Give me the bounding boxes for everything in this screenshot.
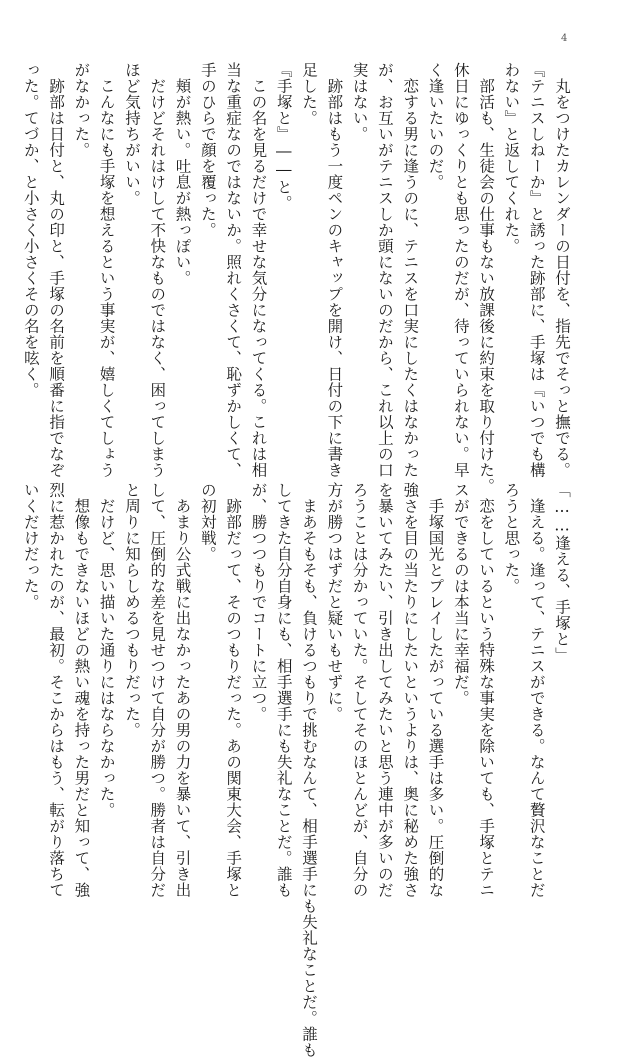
text-line: まあそもそも、負けるつもりで挑むなんて、相手選手にも失礼なことだ。誰も <box>300 482 319 1058</box>
text-line: いくだけだった。 <box>21 482 40 610</box>
text-line: 当な重症なのではないか。照れくさくて、恥ずかしくて、 <box>224 62 243 478</box>
text-line: してきた自分自身にも、相手選手にも失礼なことだ。誰も <box>274 482 293 898</box>
text-line: 跡部は日付と、丸の印と、手塚の名前を順番に指でなぞ <box>47 62 66 478</box>
text-line: ほど気持ちがいい。 <box>122 62 141 206</box>
text-line: 実はない。 <box>350 62 369 142</box>
text-line: がなかった。 <box>72 62 91 158</box>
text-line: く逢いたいのだ。 <box>426 62 445 190</box>
text-line: 部活も、生徒会の仕事もない放課後に約束を取り付けた。 <box>477 62 496 494</box>
text-line: だけどそれはけして不快なものではなく、困ってしまう <box>148 62 167 478</box>
text-line: の初対戦。 <box>198 482 217 562</box>
text-line: 『テニスしねーか』と誘った跡部に、手塚は『いつでも構 <box>527 62 546 478</box>
text-line: を暴いてみたい、引き出してみたいと思う連中が多いのだ <box>375 482 394 898</box>
text-line: 丸をつけたカレンダーの日付を、指先でそっと撫でる。 <box>553 62 571 478</box>
text-line: 方が勝つはずだと疑いもせずに。 <box>325 482 344 722</box>
text-line: スができるのは本当に幸福だ。 <box>451 482 470 706</box>
text-line: と周りに知らしめるつもりだった。 <box>122 482 141 738</box>
text-block-upper <box>21 62 574 494</box>
text-line: 手のひらで顔を覆った。 <box>198 62 217 238</box>
text-line: 想像もできないほどの熱い魂を持った男だと知って、強 <box>72 482 91 898</box>
text-line: こんなにも手塚を想えるという事実が、嬉しくてしょう <box>97 62 116 478</box>
text-line: わない』と返してくれた。 <box>502 62 521 254</box>
text-line: 恋をしているという特殊な事実を除いても、手塚とテニ <box>477 482 496 898</box>
text-line: 跡部だって、そのつもりだった。あの関東大会、手塚と <box>224 482 243 898</box>
text-line: った。てづか、と小さく小さくその名を呟く。 <box>21 62 40 398</box>
text-line: あまり公式戦に出なかったあの男の力を暴いて、引き出 <box>173 482 192 898</box>
text-line: 恋する男に逢うのに、テニスを口実にしたくはなかった <box>401 62 420 478</box>
text-line: 足した。 <box>300 62 319 126</box>
text-line: 強さを目の当たりにしたいというよりは、奥に秘めた強さ <box>401 482 420 898</box>
text-line: ろうことは分かっていた。そしてそのほとんどが、自分の <box>350 482 369 898</box>
text-line: 休日にゆっくりとも思ったのだが、待っていられない。早 <box>451 62 470 478</box>
text-line: だけど、思い描いた通りにはならなかった。 <box>97 482 116 818</box>
text-line: して、圧倒的な差を見せつけて自分が勝つ。勝者は自分だ <box>148 482 167 898</box>
text-line: 「……逢える、手塚と」 <box>553 482 571 663</box>
text-line: が、勝つつもりでコートに立つ。 <box>249 482 268 722</box>
page-number: 4 <box>561 33 568 44</box>
text-line: が、お互いがテニスしか頭にないのだから、これ以上の口 <box>375 62 394 478</box>
text-block-lower <box>21 482 574 1058</box>
text-line: この名を見るだけで幸せな気分になってくる。これは相 <box>249 62 268 478</box>
text-line: 逢える。逢って、テニスができる。なんて贅沢なことだ <box>527 482 546 898</box>
text-line: 頬が熱い。吐息が熱っぽい。 <box>173 62 192 286</box>
text-line: ろうと思った。 <box>502 482 521 594</box>
text-line: 烈に惹かれたのが、最初。そこからはもう、転がり落ちて <box>47 482 66 898</box>
text-line: 『手塚と』――と。 <box>274 62 293 211</box>
text-line: 跡部はもう一度ペンのキャップを開け、日付の下に書き <box>325 62 344 478</box>
text-line: 手塚国光とプレイしたがっている選手は多い。圧倒的な <box>426 482 445 898</box>
